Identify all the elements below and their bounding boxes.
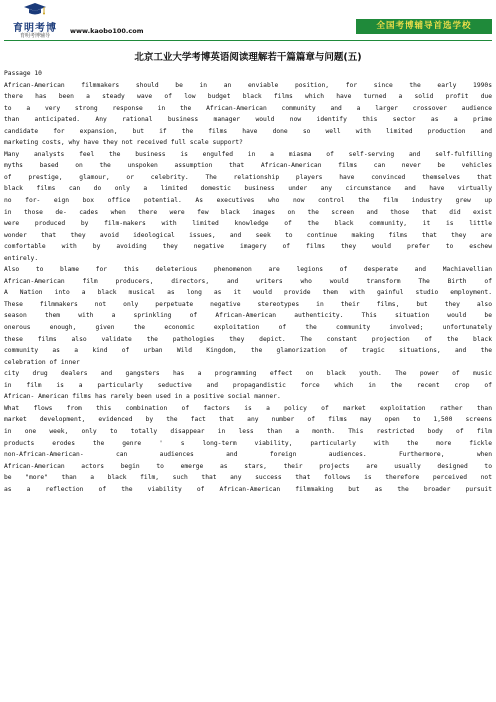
text-line: in those de- cades when there were few black images on the screen and those that did exist: [4, 208, 492, 216]
text-line: than anticipated. Any rational business manager would now identify this sector as a prime: [4, 116, 492, 124]
text-line: entirely.: [4, 254, 39, 262]
passage-body: [4, 68, 492, 495]
text-line: these films also validate the pathologies they depict. The constant projection of the black: [4, 335, 492, 343]
site-url[interactable]: www.kaobo100.com: [70, 27, 144, 35]
text-line: Many analysts feel the business is engulfed in a miasma of self-serving and self-fulfilling: [4, 150, 492, 158]
text-line: in film is a particularly seductive and propagandistic force which in the recent crop of: [4, 381, 492, 389]
text-line: to a very strong response in the African-American community and a larger crossover audience: [4, 104, 492, 112]
text-line: community as a kind of urban Wild Kingdom, the glamorization of tragic situations, and the: [4, 347, 492, 355]
page-header: [0, 0, 496, 42]
text-line: onerous enough, given the economic exploitation of the community involved; unfortunately: [4, 324, 492, 332]
text-line: no for- eign box office potential. As executives who now control the film industry grew up: [4, 197, 492, 205]
header-banner: 全国考博辅导首选学校: [356, 19, 492, 34]
text-line: products erodes the genre ' s long-term viability, particularly with the more fickle: [4, 439, 492, 447]
text-line: Also to blame for this deleterious phenomenon are legions of desperate and Machiavellian: [4, 266, 492, 274]
text-line: African-American film producers, directors, and writers who would transform The Birth of: [4, 277, 492, 285]
text-line: were produced by film-makers with limited knowledge of the black community, it is little: [4, 220, 492, 228]
text-line: wonder that they avoid ideological issues, and seek to continue making films that they are: [4, 231, 492, 239]
text-line: comfortable with by avoiding they negative imagery of films they would prefer to eschew: [4, 243, 492, 251]
text-line: A Nation into a black musical as long as it would provide them with gainful studio employment.: [4, 289, 492, 297]
text-line: in one week, only to totally disappear in less than a month. This restricted body of film: [4, 427, 492, 435]
document-title: 北京工业大学考博英语阅读理解若干篇篇章与问题(五): [134, 52, 362, 63]
text-line: black films can do only a limited domestic business under any circumstance and have virtually: [4, 185, 492, 193]
logo: [4, 3, 66, 41]
text-line: non-African-American- can audiences and foreign audiences. Furthermore, when: [4, 451, 492, 459]
text-line: season them with a sprinkling of African-American authenticity. This situation would be: [4, 312, 492, 320]
header-divider: [4, 40, 492, 41]
text-line: be "more" than a black film, such that any success that follows is therefore perceived not: [4, 474, 492, 482]
logo-subtitle: 育明考博辅导: [19, 33, 50, 39]
logo-title: 育明考博: [13, 23, 57, 34]
text-line: What flows from this combination of factors is a policy of market exploitation rather than: [4, 404, 492, 412]
text-line: as a reflection of the viability of African-American filmmaking but as the broader pursuit: [4, 485, 492, 493]
text-line: African- American films has rarely been used in a positive social manner.: [4, 393, 281, 401]
text-line: celebration of inner: [4, 358, 80, 366]
graduation-cap-icon: [24, 3, 46, 15]
text-line: These filmmakers not only perpetuate negative stereotypes in their films, but they also: [4, 300, 492, 308]
text-line: city drug dealers and gangsters has a programming effect on black youth. The power of music: [4, 370, 492, 378]
text-line: of prestige, glamour, or celebrity. The relationship players have convinced themselves that: [4, 173, 492, 181]
text-line: myths based on the unspoken assumption that African-American films can never be vehicles: [4, 162, 492, 170]
text-line: Passage 10: [4, 70, 42, 77]
text-line: African-American actors begin to emerge as stars, their projects are usually designed to: [4, 462, 492, 470]
text-line: market development, evidenced by the fact that any number of films may open to 1,500 screens: [4, 416, 492, 424]
text-line: candidate for expansion, but if the films have done so well with limited production and: [4, 127, 492, 135]
text-line: African-American filmmakers should be in an enviable position, for since the early 1990s: [4, 81, 492, 89]
text-line: there has been a steady wave of low budget black films which have turned a solid profit due: [4, 93, 492, 101]
text-line: marketing costs, why have they not received full scale support?: [4, 139, 243, 147]
